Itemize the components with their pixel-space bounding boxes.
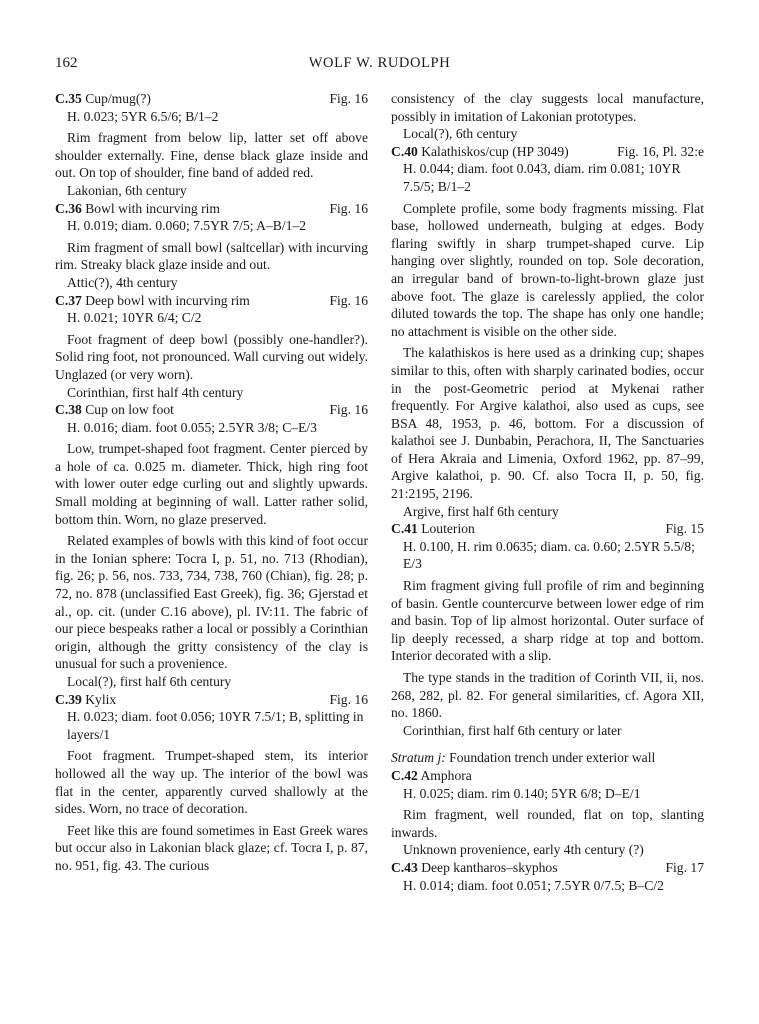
provenience: Argive, first half 6th century xyxy=(403,503,559,519)
catalog-entry-c41 xyxy=(391,520,704,739)
dimensions: H. 0.016; diam. foot 0.055; 2.5YR 3/8; C–E/3 xyxy=(67,419,317,435)
entry-title xyxy=(55,90,368,108)
object-name: Cup/mug(?) xyxy=(81,91,151,106)
catalog-number: C.35 xyxy=(55,91,82,106)
catalog-entry-c37 xyxy=(55,292,368,402)
provenience: Lakonian, 6th century xyxy=(67,182,187,198)
catalog-number: C.36 xyxy=(55,200,82,216)
catalog-number: C.40 xyxy=(391,143,418,159)
figure-reference: Fig. 15 xyxy=(665,521,704,537)
catalog-entry-c35 xyxy=(55,90,368,200)
entry-title xyxy=(391,143,704,161)
figure-reference: Fig. 16 xyxy=(329,91,368,106)
figure-reference: Fig. 17 xyxy=(665,859,704,875)
discussion: The type stands in the tradition of Corinth VII, ii, nos. 268, 282, pl. 82. For general similarities, cf. Agora XII, no. 1860. xyxy=(391,670,704,721)
continued-text: consistency of the clay suggests local manufacture, possibly in imitation of Lakonian prototypes. xyxy=(391,91,704,124)
object-name: Amphora xyxy=(417,767,472,783)
object-name: Kylix xyxy=(81,691,117,707)
catalog-entry-c38 xyxy=(55,401,368,691)
dimensions: H. 0.044; diam. foot 0.043, diam. rim 0.081; 10YR 7.5/5; B/1–2 xyxy=(403,161,681,194)
figure-reference: Fig. 16 xyxy=(329,200,368,216)
stratum-label: Stratum j: xyxy=(391,750,446,766)
description: Foot fragment. Trumpet-shaped stem, its interior hollowed all the way up. The interior of the bowl was flat in the center, apparently curved shallowly at the sides. Worn, no trace of decoration. xyxy=(55,748,368,817)
entry-title xyxy=(391,520,704,538)
catalog-entry-c40 xyxy=(391,143,704,520)
dimensions: H. 0.023; 5YR 6.5/6; B/1–2 xyxy=(67,108,219,124)
dimensions: H. 0.025; diam. rim 0.140; 5YR 6/8; D–E/1 xyxy=(403,785,641,801)
related-examples: Related examples of bowls with this kind of foot occur in the Ionian sphere: Tocra I, p. 51, no. 713 (Rhodian), fig. 26; p. 56, nos. 733, 734, 738, 760 (Chian), fig. 28; p. 72, no. 878 (unclassified East Greek), fig. 36; Gjerstad et al., op. cit. (under C.16 above), pl. IV:11. The fabric of our piece bespeaks rather a local or possibly a Corinthian origin, although the gritty consistency of the clay is unusual for such a provenience. xyxy=(55,533,368,672)
object-name: Kalathiskos/cup (HP 3049) xyxy=(417,143,569,159)
dimensions: H. 0.023; diam. foot 0.056; 10YR 7.5/1; B, splitting in layers/1 xyxy=(67,709,364,742)
figure-reference: Fig. 16, Pl. 32:e xyxy=(617,143,704,159)
provenience: Corinthian, first half 6th century or later xyxy=(403,722,622,738)
catalog-number: C.38 xyxy=(55,402,82,418)
catalog-number: C.42 xyxy=(391,767,418,783)
description: Foot fragment of deep bowl (possibly one-handler?). Solid ring foot, not pronounced. Wall curving out widely. Unglazed (or very worn). xyxy=(55,331,368,382)
comparanda: Feet like this are found sometimes in East Greek wares but occur also in Lakonian black glaze; cf. Tocra I, p. 87, no. 951, fig. 43. The curious xyxy=(55,822,368,873)
discussion: The kalathiskos is here used as a drinking cup; shapes similar to this, often with sharply carinated bodies, occur in the post-Geometric period at Mykenai rather frequently. For Argive kalathoi, also used as cups, see BSA 48, 1953, p. 46, bottom. For a discussion of kalathoi see J. Dunbabin, Perachora, II, The Sanctuaries of Hera Akraia and Limenia, Oxford 1962, pp. 87–99, Argive kalathoi, p. 90. Cf. also Tocra II, p. 50, fig. 21:2195, 2196. xyxy=(391,345,704,502)
entry-title xyxy=(55,200,368,218)
description: Low, trumpet-shaped foot fragment. Center pierced by a hole of ca. 0.025 m. diameter. Thick, high ring foot with lower outer edge curling out and slightly upwards. Small molding at beginning of wall. Latter rather solid, bottom thin. Worn, no glaze preserved. xyxy=(55,441,368,527)
left-column xyxy=(55,90,368,875)
figure-reference: Fig. 16 xyxy=(329,292,368,308)
running-head: WOLF W. RUDOLPH xyxy=(308,55,451,71)
entry-title xyxy=(55,401,368,419)
description: Complete profile, some body fragments missing. Flat base, hollowed underneath, bulging at edges. Body flaring swiftly in sharp trumpet-shaped curve. Lip hanging over slightly, rounded on top. Sole decoration, an irregular band of brown-to-light-brown glaze just above foot. The glaze is carelessly applied, the color diluted towards the top. The shape has only one handle; no attachment is visible on the other side. xyxy=(391,200,704,339)
page-number: 162 xyxy=(55,55,78,71)
object-name: Cup on low foot xyxy=(81,402,174,418)
description: Rim fragment from below lip, latter set off above shoulder externally. Fine, dense black glaze inside and out. On top of shoulder, fine band of added red. xyxy=(55,130,368,181)
entry-title xyxy=(55,292,368,310)
catalog-entry-c36 xyxy=(55,200,368,292)
object-name: Louterion xyxy=(417,521,475,537)
provenience: Local(?), first half 6th century xyxy=(67,674,232,689)
provenience: Local(?), 6th century xyxy=(403,126,518,142)
provenience: Unknown provenience, early 4th century (?) xyxy=(403,842,644,858)
dimensions: H. 0.021; 10YR 6/4; C/2 xyxy=(67,310,202,326)
object-name: Bowl with incurving rim xyxy=(81,200,221,216)
page-header xyxy=(55,55,704,75)
figure-reference: Fig. 16 xyxy=(329,402,368,418)
catalog-entry-c42 xyxy=(391,767,704,859)
entry-title xyxy=(391,859,704,877)
catalog-number: C.41 xyxy=(391,521,418,537)
catalog-entry-c43 xyxy=(391,859,704,894)
dimensions: H. 0.100, H. rim 0.0635; diam. ca. 0.60; 2.5YR 5.5/8; E/3 xyxy=(403,538,695,572)
object-name: Deep bowl with incurving rim xyxy=(81,292,250,308)
provenience: Corinthian, first half 4th century xyxy=(67,384,244,400)
entry-title xyxy=(391,767,704,785)
dimensions: H. 0.019; diam. 0.060; 7.5YR 7/5; A–B/1–2 xyxy=(67,218,307,234)
catalog-entry-c39 xyxy=(55,691,368,875)
catalog-number: C.39 xyxy=(55,691,82,707)
description: Rim fragment of small bowl (saltcellar) with incurving rim. Streaky black glaze inside and out. xyxy=(55,239,368,273)
description: Rim fragment, well rounded, flat on top, slanting inwards. xyxy=(391,807,704,840)
stratum-heading xyxy=(391,749,704,767)
catalog-number: C.37 xyxy=(55,292,82,308)
dimensions: H. 0.014; diam. foot 0.051; 7.5YR 0/7.5; B–C/2 xyxy=(403,877,664,893)
provenience: Attic(?), 4th century xyxy=(67,274,178,290)
object-name: Deep kantharos–skyphos xyxy=(417,859,558,875)
description: Rim fragment giving full profile of rim and beginning of basin. Gentle countercurve between lower edge of rim and basin. Top of lip almost horizontal. Outer surface of lip deeply recessed, a sharp ridge at top and bottom. Interior decorated with a slip. xyxy=(391,578,704,664)
entry-title xyxy=(55,691,368,709)
right-column xyxy=(391,90,704,894)
stratum-text: Foundation trench under exterior wall xyxy=(445,750,656,766)
figure-reference: Fig. 16 xyxy=(329,691,368,707)
catalog-number: C.43 xyxy=(391,859,418,875)
